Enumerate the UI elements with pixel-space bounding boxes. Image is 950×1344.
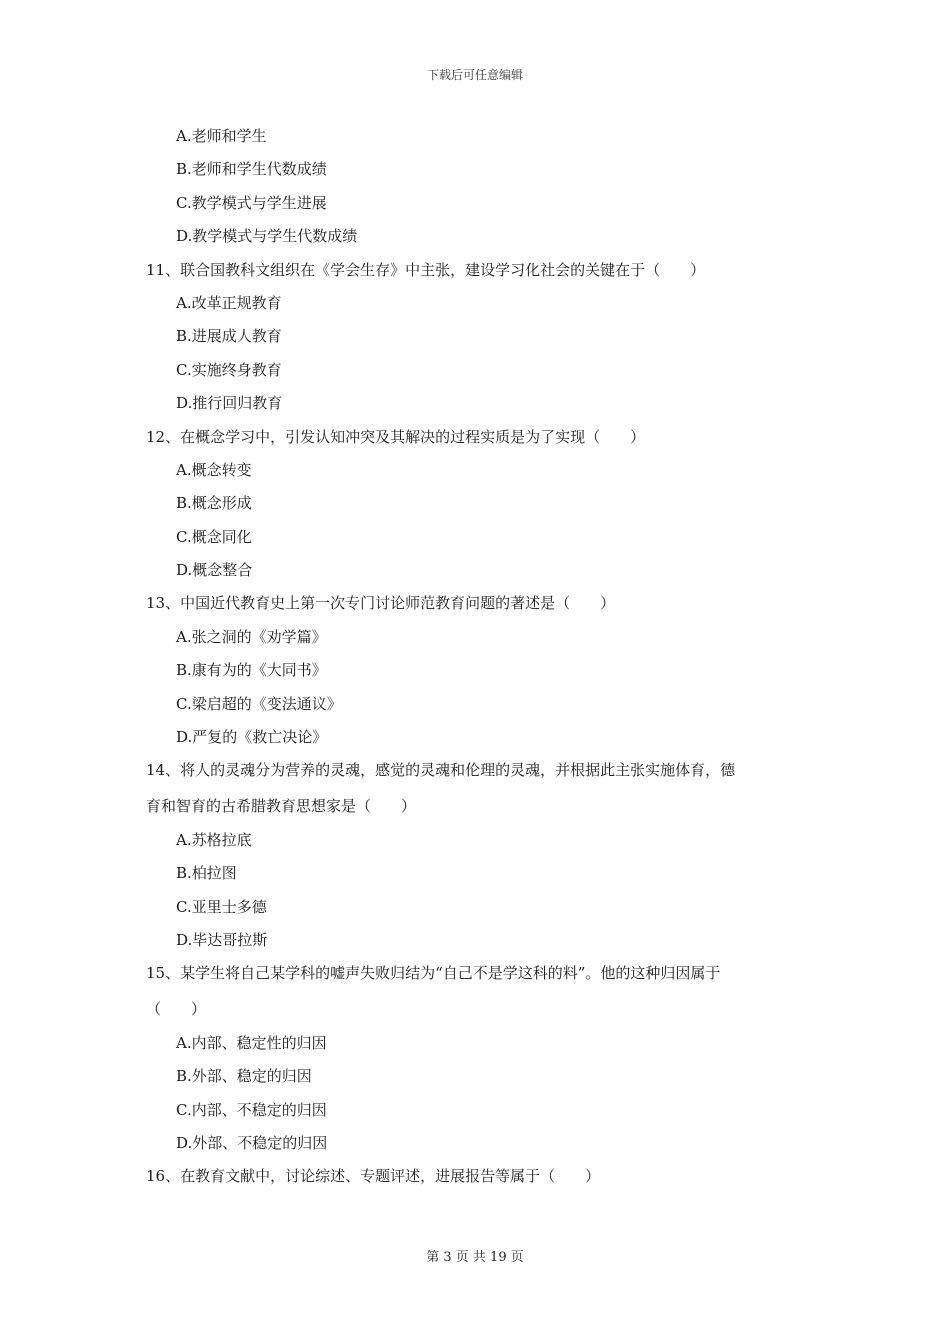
question-text: 12、在概念学习中，引发认知冲突及其解决的过程实质是为了实现（ ） (146, 427, 646, 446)
answer-option: C.亚里士多德 (176, 897, 267, 916)
answer-option: B.概念形成 (176, 494, 252, 513)
document-body (146, 120, 816, 1194)
answer-option: C.概念同化 (176, 527, 252, 546)
answer-option: B.老师和学生代数成绩 (176, 160, 327, 179)
answer-option: D.外部、不稳定的归因 (176, 1133, 328, 1152)
answer-option: C.梁启超的《变法通议》 (176, 694, 342, 713)
answer-option: A.苏格拉底 (176, 830, 252, 849)
question-text: 15、某学生将自己某学科的嘘声失败归结为“自己不是学这科的料”。他的这种归因属于 (146, 964, 721, 983)
question-text: 13、中国近代教育史上第一次专门讨论师范教育问题的著述是（ ） (146, 594, 616, 613)
answer-option: D.严复的《救亡决论》 (176, 728, 328, 747)
answer-option: B.柏拉图 (176, 864, 237, 883)
question-text: 11、联合国教科文组织在《学会生存》中主张，建设学习化社会的关键在于（ ） (146, 260, 706, 279)
answer-option: B.外部、稳定的归因 (176, 1067, 312, 1086)
answer-option: A.概念转变 (176, 460, 252, 479)
question-text-continued: （ ） (146, 999, 207, 1018)
answer-option: D.推行回归教育 (176, 394, 283, 413)
answer-option: A.内部、稳定性的归因 (176, 1033, 327, 1052)
answer-option: A.张之洞的《劝学篇》 (176, 627, 327, 646)
answer-option: C.教学模式与学生进展 (176, 193, 327, 212)
answer-option: C.实施终身教育 (176, 360, 282, 379)
answer-option: D.概念整合 (176, 561, 253, 580)
answer-option: A.老师和学生 (176, 127, 267, 145)
question-text: 16、在教育文献中，讨论综述、专题评述，进展报告等属于（ ） (146, 1167, 601, 1186)
question-text-continued: 育和智育的古希腊教育思想家是（ ） (146, 796, 417, 815)
answer-option: D.毕达哥拉斯 (176, 930, 268, 949)
answer-option: C.内部、不稳定的归因 (176, 1100, 327, 1119)
page-header: 下载后可任意编辑 (426, 68, 523, 82)
answer-option: A.改革正规教育 (176, 293, 282, 312)
answer-option: D.教学模式与学生代数成绩 (176, 227, 358, 246)
question-text: 14、将人的灵魂分为营养的灵魂，感觉的灵魂和伦理的灵魂，并根据此主张实施体育，德 (146, 761, 736, 780)
page-footer: 第 3 页 共 19 页 (426, 1250, 524, 1265)
answer-option: B.进展成人教育 (176, 327, 282, 346)
answer-option: B.康有为的《大同书》 (176, 661, 327, 680)
